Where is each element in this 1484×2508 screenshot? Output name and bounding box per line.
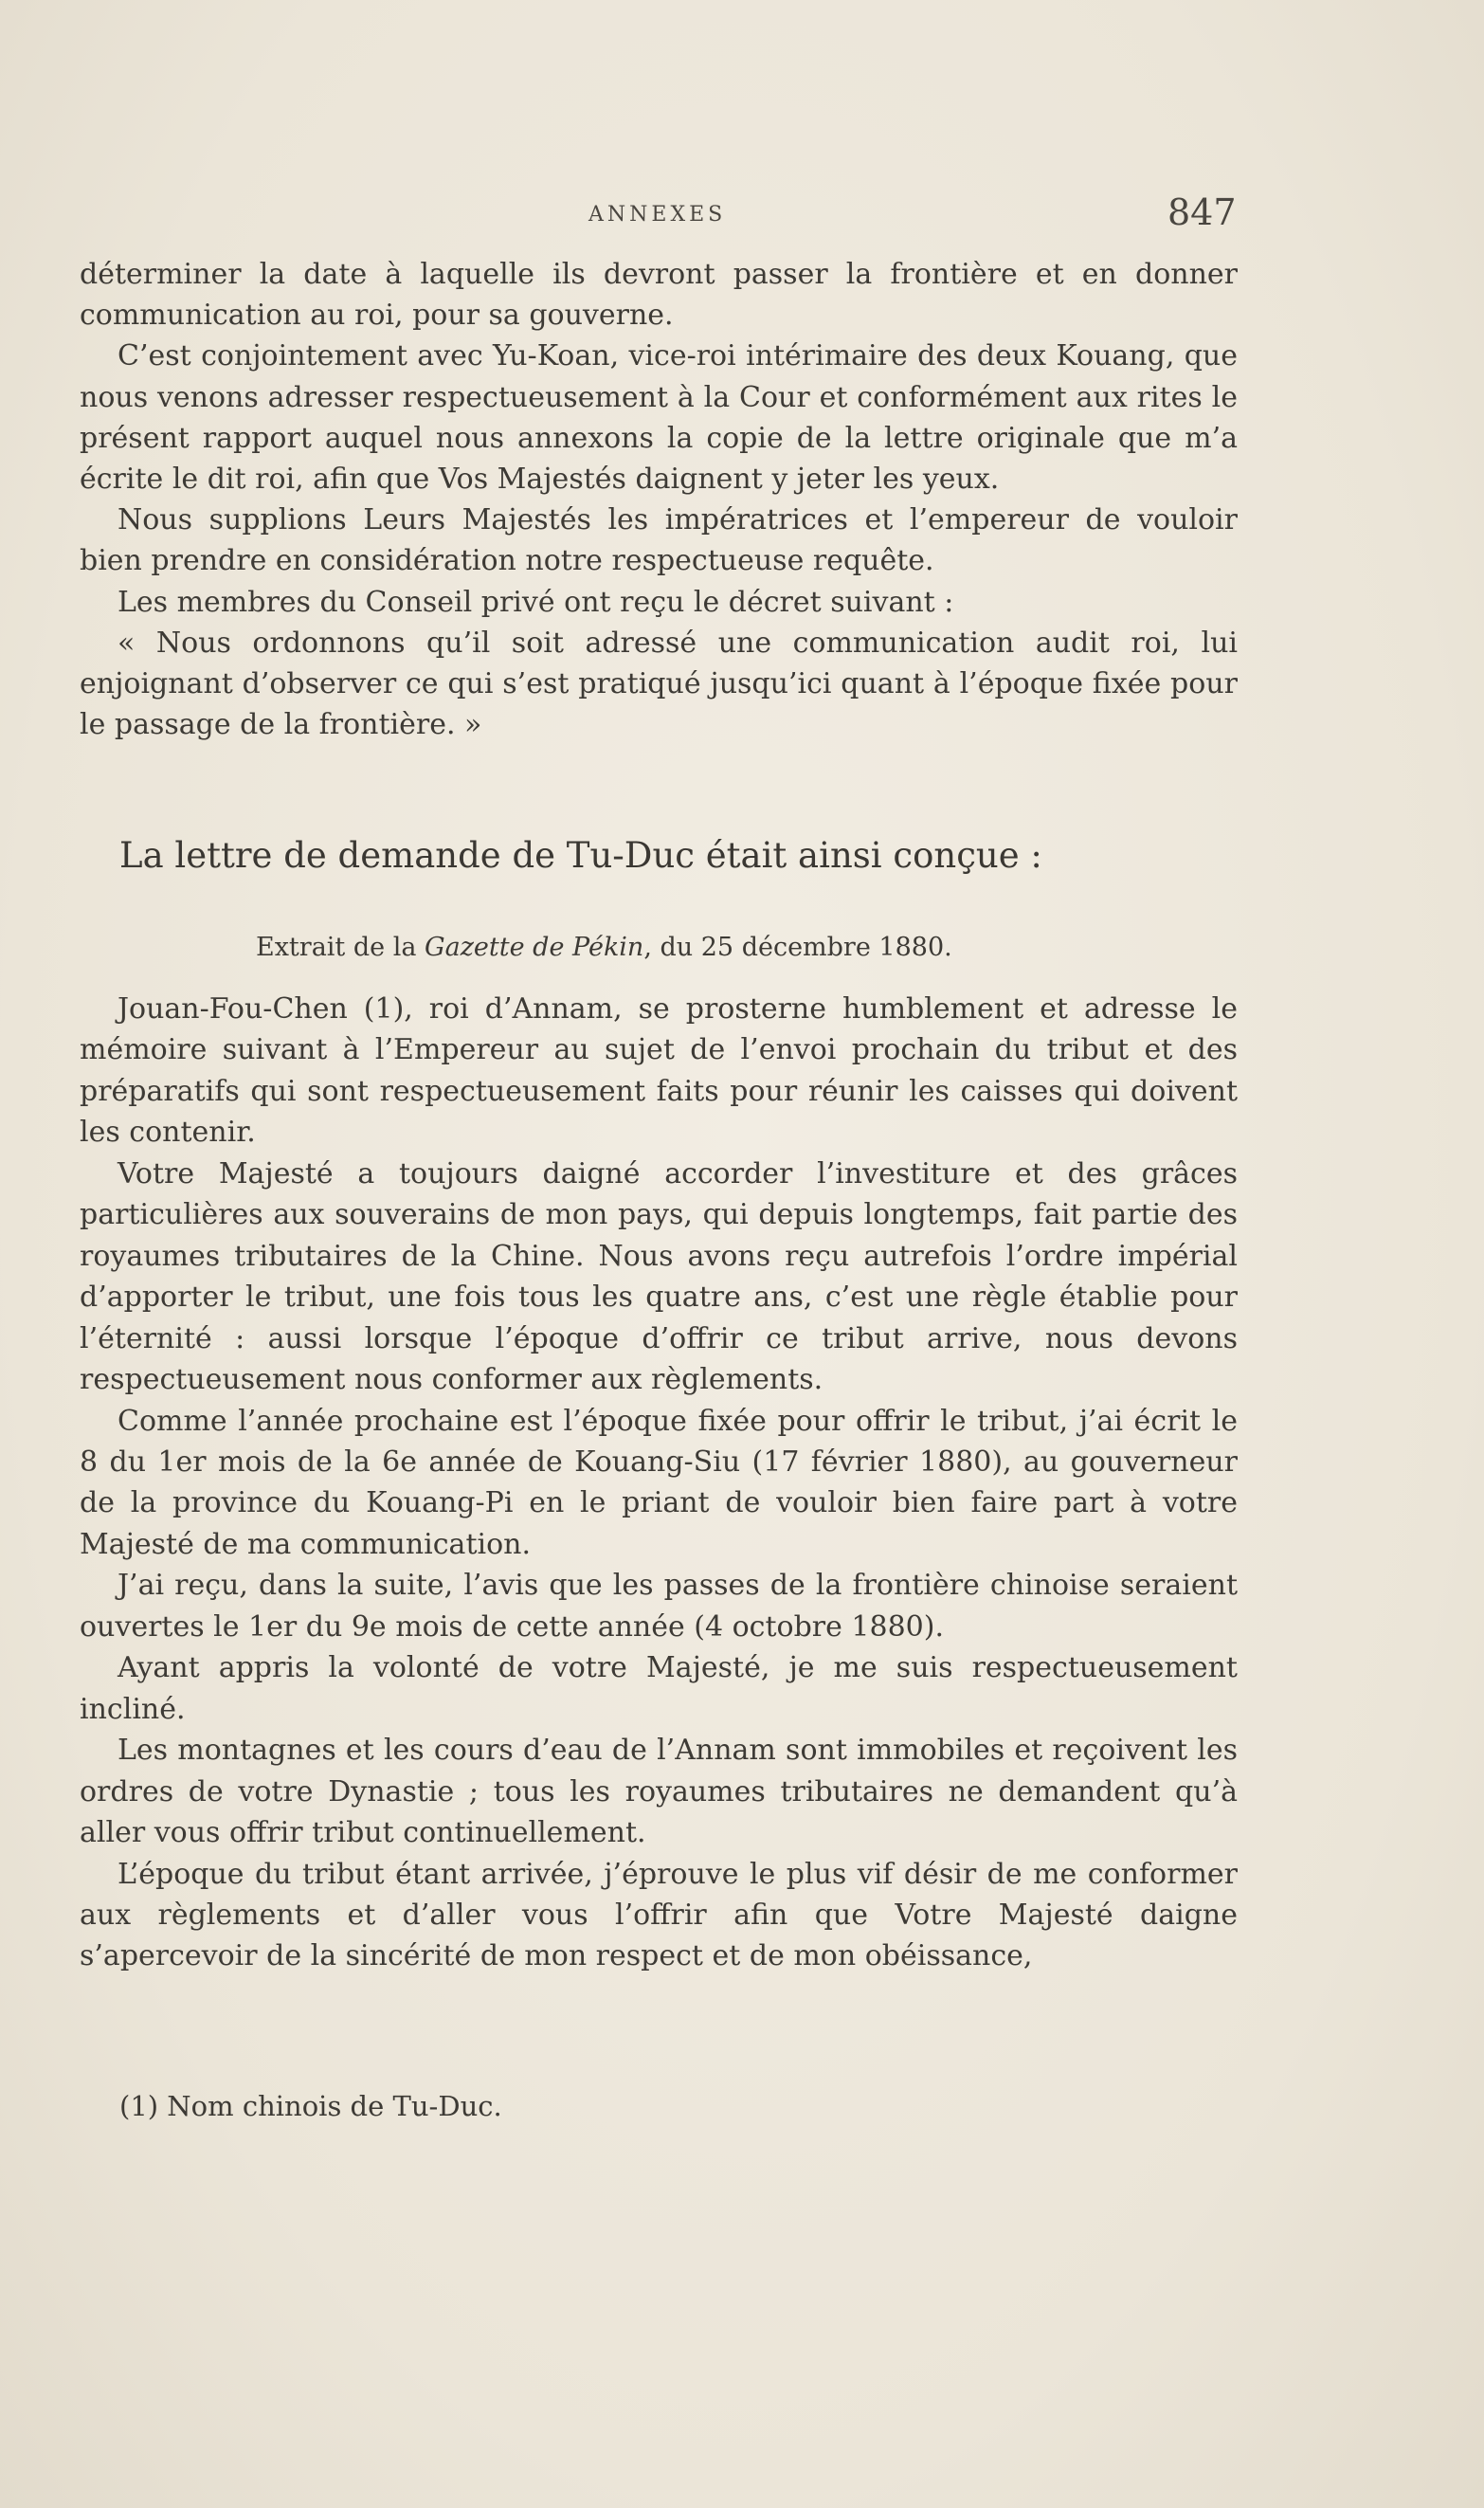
paragraph-continuation: déterminer la date à laquelle ils devront passer la frontière et en donner communication au roi, pour sa gouverne.: [80, 258, 1238, 333]
paragraph-supplication: Nous supplions Leurs Majestés les impératrices et l’empereur de vouloir bien prendre en considération notre respectueuse requête.: [80, 503, 1238, 578]
paragraph-mountains: Les montagnes et les cours d’eau de l’Annam sont immobiles et reçoivent les ordres de votre Dynastie ; tous les royaumes tributaires ne demandent qu’à aller vous offrir tribut continuellement.: [80, 1734, 1238, 1850]
paragraph-letter-opening: Jouan-Fou-Chen (1), roi d’Annam, se prosterne humblement et adresse le mémoire suivant à l’Empereur au sujet de l’envoi prochain du tribut et des préparatifs qui sont respectueusement faits pour réunir les caisses qui doivent les contenir.: [80, 992, 1238, 1150]
paragraph-passes-opened: J’ai reçu, dans la suite, l’avis que les passes de la frontière chinoise seraient ouvertes le 1er du 9e mois de cette année (4 octobre 1880).: [80, 1569, 1238, 1644]
paragraph-investiture: Votre Majesté a toujours daigné accorder l’investiture et des grâces particulières aux souverains de mon pays, qui depuis longtemps, fait partie des royaumes tributaires de la Chine. Nous avons reçu autrefois l’ordre impérial d’apporter le tribut, une fois tous les quatre ans, c’est une règle établie pour l’éternité : aussi lorsque l’époque d’offrir ce tribut arrive, nous devons respectueusement nous conformer aux règlements.: [80, 1156, 1238, 1397]
text-block-top: [80, 254, 1238, 745]
running-head: [0, 191, 1484, 233]
paragraph-decree-quote: « Nous ordonnons qu’il soit adressé une communication audit roi, lui enjoignant d’observer ce qui s’est pratiqué jusqu’ici quant à l’époque fixée pour le passage de la frontière. »: [80, 626, 1238, 742]
paragraph-inclined: Ayant appris la volonté de votre Majesté, je me suis respectueusement incliné.: [80, 1651, 1238, 1726]
paragraph-next-year: Comme l’année prochaine est l’époque fixée pour offrir le tribut, j’ai écrit le 8 du 1er mois de la 6e année de Kouang-Siu (17 février 1880), au gouverneur de la province du Kouang-Pi en le priant de vouloir bien faire part à votre Majesté de ma communication.: [80, 1404, 1238, 1561]
page-number: 847: [1167, 191, 1237, 233]
extract-source-line: [256, 929, 1203, 967]
extract-prefix: Extrait de la: [256, 933, 425, 962]
paragraph-decree-intro: Les membres du Conseil privé ont reçu le décret suivant :: [118, 585, 954, 619]
paragraph-joint-report: C’est conjointement avec Yu-Koan, vice-roi intérimaire des deux Kouang, que nous venons adresser respectueusement à la Cour et conformément aux rites le présent rapport auquel nous annexons la copie de la lettre originale que m’a écrite le dit roi, afin que Vos Majestés daignent y jeter les yeux.: [80, 339, 1238, 497]
footnote: (1) Nom chinois de Tu-Duc.: [119, 2090, 502, 2122]
extract-date: , du 25 décembre 1880.: [643, 933, 952, 962]
text-block-letter: [80, 989, 1238, 1977]
running-head-title: ANNEXES: [588, 203, 727, 227]
letter-intro-heading: La lettre de demande de Tu-Duc était ainsi conçue :: [119, 835, 1042, 876]
paragraph-tribute-epoch: L’époque du tribut étant arrivée, j’éprouve le plus vif désir de me conformer aux règlements et d’aller vous l’offrir afin que Votre Majesté daigne s’apercevoir de la sincérité de mon respect et de mon obéissance,: [80, 1857, 1238, 1973]
extract-source-title: Gazette de Pékin: [425, 933, 644, 962]
